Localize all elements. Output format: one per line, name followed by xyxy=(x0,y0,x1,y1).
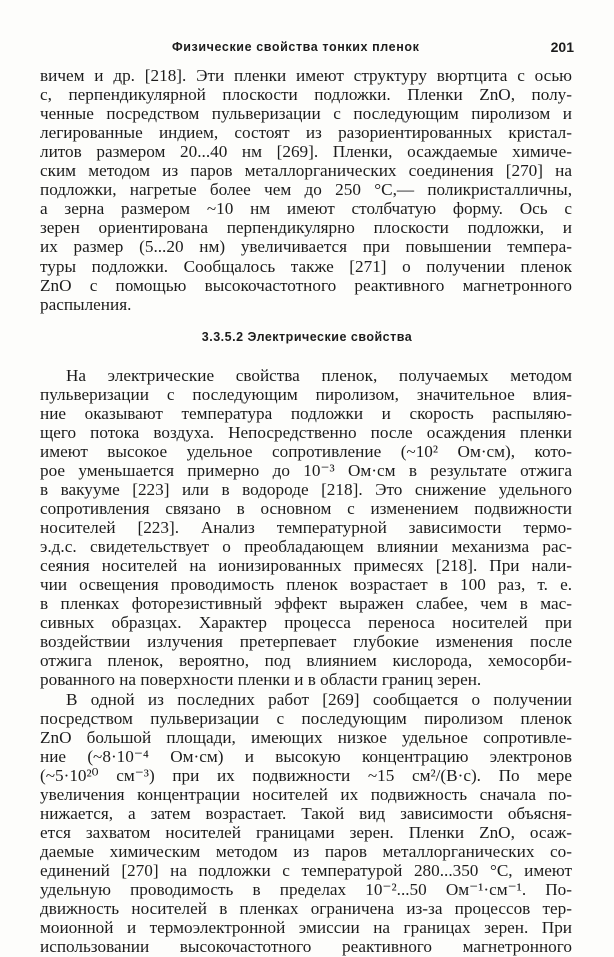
text-line: посредством пульверизации с последующим пиролизом пленок xyxy=(40,708,572,728)
text-line: рованного на поверхности пленки и в области границ зерен. xyxy=(40,670,482,690)
text-line: подложки, нагретые более чем до 250 °С,— поликристалличны, xyxy=(40,180,572,200)
text-line: На электрические свойства пленок, получаемых методом xyxy=(66,365,572,385)
text-line: удельную проводимость в пределах 10⁻²...50 Ом⁻¹·см⁻¹. По- xyxy=(40,880,572,899)
text-line: ние оказывают температура подложки и скорость распыляю- xyxy=(40,403,572,423)
text-line: ZnO большой площади, имеющих низкое удельное сопротивле- xyxy=(40,727,572,747)
text-line: воздействии излучения претерпевает глубокие изменения после xyxy=(40,632,572,652)
text-line: рое уменьшается примерно до 10⁻³ Ом·см в результате отжига xyxy=(40,460,572,480)
text-line: распыления. xyxy=(40,294,132,314)
text-line: моионной и термоэлектронной эмиссии на границах зерен. При xyxy=(40,918,572,938)
text-line: сеяния носителей на ионизированных примесях [218]. При нали- xyxy=(40,556,572,576)
text-line: зерен ориентирована перпендикулярно плоскости подложки, и xyxy=(40,218,572,238)
text-line: увеличения концентрации носителей их подвижность сначала по- xyxy=(40,784,572,804)
text-line: В одной из последних работ [269] сообщается о получении xyxy=(66,689,572,709)
text-line: туры подложки. Сообщалось также [271] о получении пленок xyxy=(40,256,572,276)
section-heading: 3.3.5.2 Электрические свойства xyxy=(201,329,413,344)
text-line: в пленках фоторезистивный эффект выражен слабее, чем в мас- xyxy=(40,594,572,614)
text-line: ется захватом носителей границами зерен. Пленки ZnO, осаж- xyxy=(40,822,572,842)
text-line: легированные индием, состоят из разориентированных кристал- xyxy=(40,123,572,143)
text-line: сопротивления связано в основном с изменением подвижности xyxy=(40,499,572,518)
text-line: (~5·10²⁰ см⁻³) при их подвижности ~15 см²/(В·с). По мере xyxy=(40,765,572,785)
text-line: сивных образцах. Характер процесса переноса носителей при xyxy=(40,613,572,633)
text-line: в вакууме [223] или в водороде [218]. Это снижение удельного xyxy=(40,479,572,499)
text-line: пульверизации с последующим пиролизом, значительное влия- xyxy=(40,384,572,404)
text-line: ченные посредством пульверизации с последующим пиролизом и xyxy=(40,104,572,124)
text-line: c, перпендикулярной плоскости подложки. Пленки ZnO, полу- xyxy=(40,85,572,105)
text-line: ским методом из паров металлорганических соединения [270] на xyxy=(40,161,572,181)
text-line: чии освещения проводимость пленок возрастает в 100 раз, т. е. xyxy=(40,575,572,595)
running-head xyxy=(0,40,614,56)
text-line: ние (~8·10⁻⁴ Ом·см) и высокую концентрацию электронов xyxy=(40,746,572,766)
text-line: единений [270] на подложки с температурой 280...350 °С, имеют xyxy=(40,860,572,880)
text-line: отжига пленок, вероятно, под влиянием кислорода, хемосорби- xyxy=(40,651,572,671)
text-line: носителей [223]. Анализ температурной зависимости термо- xyxy=(40,518,572,538)
text-line: литов размером 20...40 нм [269]. Пленки, осаждаемые химиче- xyxy=(40,142,572,162)
text-line: вичем и др. [218]. Эти пленки имеют структуру вюртцита с осью xyxy=(40,66,572,85)
text-line: их размер (5...20 нм) увеличивается при повышении темпера- xyxy=(40,237,572,257)
text-line: ZnO с помощью высокочастотного реактивного магнетронного xyxy=(40,275,572,295)
text-line: щего потока воздуха. Непосредственно после осаждения пленки xyxy=(40,422,572,442)
text-line: нижается, а затем возрастает. Такой вид зависимости объясня- xyxy=(40,803,572,823)
text-line: э.д.с. свидетельствует о преобладающем влиянии механизма рас- xyxy=(40,537,572,557)
running-title: Физические свойства тонких пленок xyxy=(172,40,420,54)
text-line: даемые химическим методом из паров металлорганических со- xyxy=(40,841,572,861)
text-line: движность носителей в пленках ограничена из-за процессов тер- xyxy=(40,899,572,919)
text-line: а зерна размером ~10 нм имеют столбчатую форму. Ось c xyxy=(40,199,572,219)
text-line: использовании высокочастотного реактивного магнетронного xyxy=(40,937,572,957)
text-line: имеют высокое удельное сопротивление (~10² Ом·см), кото- xyxy=(40,441,572,461)
page-number: 201 xyxy=(550,39,574,55)
